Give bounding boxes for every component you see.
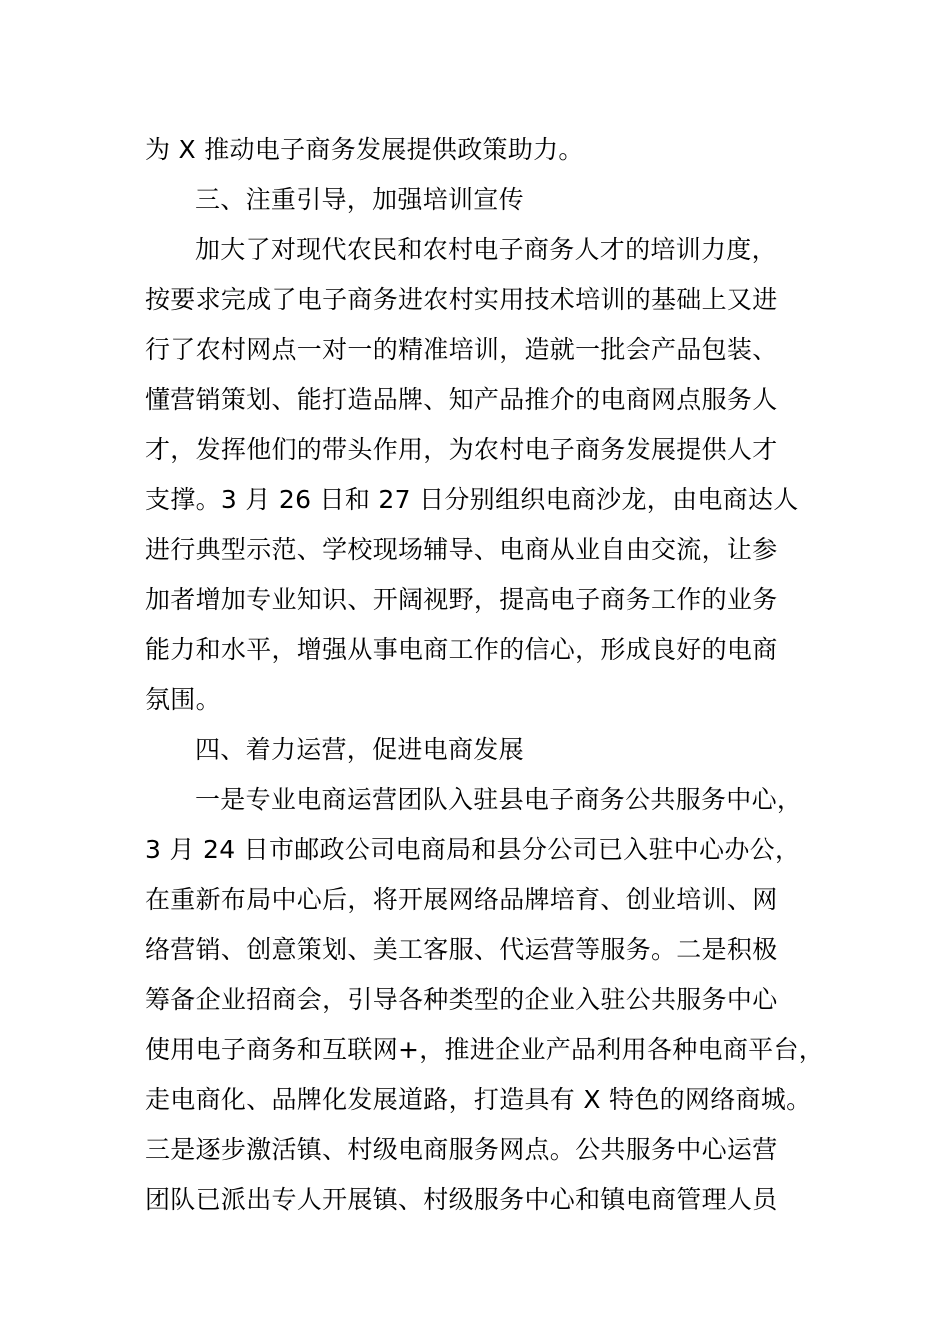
- section-heading: 三、注重引导，加强培训宣传: [195, 185, 524, 214]
- text-line: 进行典型示范、学校现场辅导、电商从业自由交流，让参: [145, 535, 778, 564]
- text-line: 能力和水平，增强从事电商工作的信心，形成良好的电商: [145, 635, 778, 664]
- text-line: 行了农村网点一对一的精准培训，造就一批会产品包装、: [145, 335, 778, 364]
- text-line: 三是逐步激活镇、村级电商服务网点。公共服务中心运营: [145, 1135, 778, 1164]
- text-line: 团队已派出专人开展镇、村级服务中心和镇电商管理人员: [145, 1185, 778, 1214]
- section-heading: 四、着力运营，促进电商发展: [195, 735, 524, 764]
- text-line: 为 X 推动电子商务发展提供政策助力。: [145, 135, 584, 164]
- text-line: 氛围。: [145, 685, 221, 714]
- text-line: 懂营销策划、能打造品牌、知产品推介的电商网点服务人: [145, 385, 778, 414]
- text-line: 走电商化、品牌化发展道路，打造具有 X 特色的网络商城。: [145, 1085, 812, 1114]
- text-line: 支撑。3 月 26 日和 27 日分别组织电商沙龙，由电商达人: [145, 485, 799, 514]
- text-line: 加者增加专业知识、开阔视野，提高电子商务工作的业务: [145, 585, 778, 614]
- text-line: 才，发挥他们的带头作用，为农村电子商务发展提供人才: [145, 435, 778, 464]
- text-line: 一是专业电商运营团队入驻县电子商务公共服务中心，: [195, 785, 803, 814]
- text-line: 3 月 24 日市邮政公司电商局和县分公司已入驻中心办公，: [145, 835, 801, 864]
- text-line: 筹备企业招商会，引导各种类型的企业入驻公共服务中心: [145, 985, 778, 1014]
- text-line: 络营销、创意策划、美工客服、代运营等服务。二是积极: [145, 935, 778, 964]
- text-line: 按要求完成了电子商务进农村实用技术培训的基础上又进: [145, 285, 778, 314]
- text-line: 加大了对现代农民和农村电子商务人才的培训力度，: [195, 235, 777, 264]
- text-line: 使用电子商务和互联网+，推进企业产品利用各种电商平台，: [145, 1035, 825, 1064]
- text-line: 在重新布局中心后，将开展网络品牌培育、创业培训、网: [145, 885, 778, 914]
